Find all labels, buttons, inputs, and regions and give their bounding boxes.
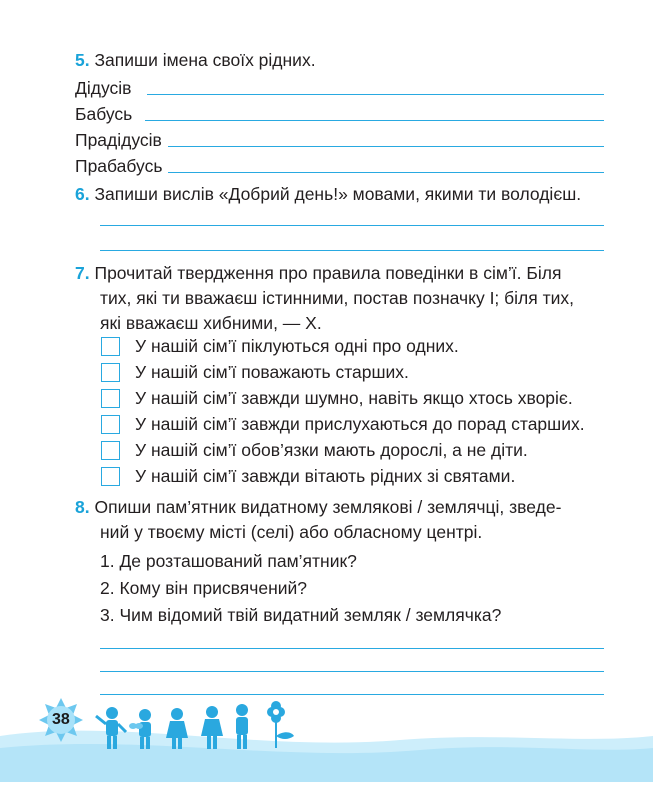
checkbox-statement-6[interactable] <box>101 467 120 486</box>
statement-2: У нашій сім’ї поважають старших. <box>135 362 409 382</box>
answer-line-grandmother[interactable] <box>145 120 604 121</box>
checkbox-statement-5[interactable] <box>101 441 120 460</box>
task-8-number: 8. <box>75 497 90 517</box>
task-7-number: 7. <box>75 263 90 283</box>
task-7-prompt-line-1: Прочитай твердження про правила поведінки в сім’ї. Біля <box>94 263 562 283</box>
task-5-number: 5. <box>75 50 90 70</box>
task-8-question-3: 3. Чим відомий твій видатний земляк / землячка? <box>100 605 502 625</box>
relative-label-grandfather: Дідусів <box>75 78 132 98</box>
task-7-prompt-line-2: тих, які ти вважаєш істинними, постав позначку І; біля тих, <box>100 288 575 308</box>
answer-line-grandfather[interactable] <box>147 94 604 95</box>
task-6-number: 6. <box>75 184 90 204</box>
statement-4: У нашій сім’ї завжди прислухаються до порад старших. <box>135 414 585 434</box>
answer-line-great-grandmother[interactable] <box>168 172 604 173</box>
answer-line-8-1[interactable] <box>100 648 604 649</box>
page-footer <box>0 696 653 782</box>
footer-decoration <box>0 696 653 782</box>
answer-line-8-3[interactable] <box>100 694 604 695</box>
task-7-prompt-line-3: які вважаєш хибними, — Х. <box>100 313 322 333</box>
answer-line-great-grandfather[interactable] <box>168 146 604 147</box>
task-5-prompt: Запиши імена своїх рідних. <box>94 50 316 70</box>
task-8-question-2: 2. Кому він присвячений? <box>100 578 308 598</box>
relative-label-grandmother: Бабусь <box>75 104 133 124</box>
answer-line-8-2[interactable] <box>100 671 604 672</box>
checkbox-statement-2[interactable] <box>101 363 120 382</box>
task-8-prompt-line-2: ний у твоєму місті (селі) або обласному центрі. <box>100 522 483 542</box>
task-8-heading <box>75 496 561 518</box>
task-5-heading <box>75 49 316 71</box>
statement-6: У нашій сім’ї завжди вітають рідних зі святами. <box>135 466 516 486</box>
relative-label-great-grandfather: Прадідусів <box>75 130 162 150</box>
statement-3: У нашій сім’ї завжди шумно, навіть якщо хтось хворіє. <box>135 388 573 408</box>
butterfly-icon <box>129 723 143 729</box>
page-number: 38 <box>52 711 70 728</box>
answer-line-6-2[interactable] <box>100 250 604 251</box>
task-8-prompt-line-1: Опиши пам’ятник видатному землякові / землячці, зведе- <box>94 497 562 517</box>
task-6-prompt: Запиши вислів «Добрий день!» мовами, якими ти володієш. <box>94 184 582 204</box>
task-6-heading <box>75 183 581 205</box>
relative-label-great-grandmother: Прабабусь <box>75 156 163 176</box>
checkbox-statement-4[interactable] <box>101 415 120 434</box>
task-8-question-1: 1. Де розташований пам’ятник? <box>100 551 357 571</box>
checkbox-statement-3[interactable] <box>101 389 120 408</box>
statement-5: У нашій сім’ї обов’язки мають дорослі, а не діти. <box>135 440 528 460</box>
checkbox-statement-1[interactable] <box>101 337 120 356</box>
task-7-heading <box>75 262 561 284</box>
answer-line-6-1[interactable] <box>100 225 604 226</box>
statement-1: У нашій сім’ї піклуються одні про одних. <box>135 336 459 356</box>
